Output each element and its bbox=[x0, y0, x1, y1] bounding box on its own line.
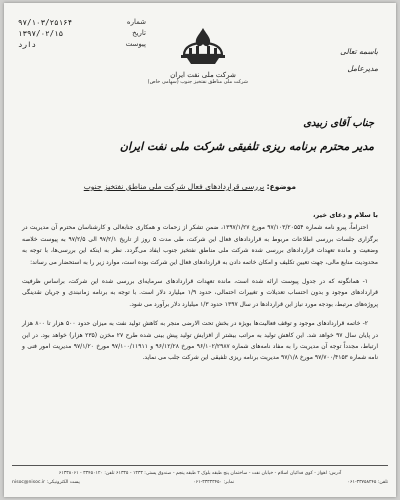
letter-meta bbox=[18, 17, 146, 50]
email-address: nisoc@nisoc.ir bbox=[12, 480, 46, 485]
attachment-value: دارد bbox=[18, 40, 37, 49]
company-logo bbox=[147, 25, 248, 85]
recipient-title: مدیر محترم برنامه ریزی تلفیقی شرکت ملی نفت ایران bbox=[119, 140, 374, 153]
subject-line bbox=[84, 181, 296, 193]
meta-label: تاریخ bbox=[132, 29, 146, 37]
meta-row-number bbox=[18, 17, 146, 28]
footer-divider bbox=[12, 465, 388, 466]
body-paragraph: ۲- خاتمه قراردادهای موجود و توقف فعالیت‌ها بویژه در بخش تحت الارضی منجر به کاهش تولید نفت به میزان حدود ۵۰۰ هزار تا ۸۰۰ هزار در پایان سال ۹۷ خواهد شد. این کاهش تولید به مراتب بیشتر از افزایش تولید پیش بینی شده طرح ۲۷ مخزن (۲۳۵ هزار) خواهد بود. در این ارتباط، مجدداً توجه آن مدیریت را به مفاد نامه‌های شماره ۹۶/۱۰۲/۲۹۸۷ مورخ ۹۶/۱۲/۲۸ و ۹۷/۱۰۰/۱۱۹۱۱ مورخ ۹۷/۱/۲۰ مدیریت امور فنی و نامه شماره ۹۷/۷۰۰/۴۱۵۳ مورخ ۹۷/۱/۸ مدیریت برنامه ریزی تلفیقی این شرکت جلب می نماید. bbox=[22, 320, 378, 362]
letter-sheet bbox=[4, 3, 396, 497]
body-paragraph: ۱- همانگونه که در جدول پیوست ارائه شده است، مانده تعهدات قراردادهای سرمایه‌ای بررسی شده این شرکت، براساس ظرفیت قراردادهای موجود و بدون احتساب تعدیلات و تغییرات احتمالی، حدود ۱/۹ میلیارد دلار است. با توجه به برنامه زمانبندی و جریان نقدینگی پروژه‌های مرتبط، بودجه مورد نیاز این قراردادها در سال ۱۳۹۷ حدود ۱/۳ میلیارد دلار برآورد می شود. bbox=[22, 278, 379, 308]
company-name: شرکت ملی نفت ایران bbox=[170, 71, 236, 79]
meta-row-attachment bbox=[18, 39, 146, 50]
letter-date: ۱۳۹۷/۰۲/۱۵ bbox=[18, 29, 64, 38]
bism-text: باسمه تعالی bbox=[340, 47, 378, 56]
nioc-emblem-icon bbox=[175, 25, 231, 67]
meta-label: شماره bbox=[126, 18, 146, 26]
letter-footer bbox=[12, 469, 388, 487]
tel-number: ۰۶۱-۳۳۷۵۸۲۴۵ bbox=[347, 480, 377, 485]
recipient-block bbox=[14, 115, 374, 157]
meta-label: پیوست bbox=[125, 40, 146, 48]
greeting: با سلام و دعای خیر، bbox=[312, 211, 378, 219]
subject-label: موضوع: bbox=[266, 182, 296, 191]
footer-tel: تلفن: ۰۶۱-۳۳۷۵۸۲۴۵ bbox=[347, 480, 388, 485]
letter-heading-right bbox=[340, 43, 378, 77]
footer-fax: نمابر: ۰۶۱-۳۳۳۳۳۴۵۰ bbox=[193, 480, 235, 485]
letter-number: ۹۷/۱۰۳/۲۵۱۶۴ bbox=[18, 18, 73, 27]
fax-number: ۰۶۱-۳۳۳۳۳۴۵۰ bbox=[193, 480, 222, 485]
company-subtitle: شرکت ملی مناطق نفتخیز جنوب (سهامی خاص) bbox=[147, 79, 248, 85]
footer-contacts bbox=[12, 478, 388, 487]
letter-body bbox=[22, 210, 378, 372]
footer-address: آدرس: اهواز - کوی فدائیان اسلام - خیابان نفت - ساختمان پنج طبقه بلوک ۲ طبقه پنجم - صندوق پستی: ۱۳۳۳ - ۶۱۳۳۵ تلفن: ۳۳۴۵۰۱۲۰ - ۶۱۳۳۸۰۶۱ bbox=[58, 471, 342, 476]
footer-email: پست الکترونیکی: nisoc@nisoc.ir bbox=[12, 480, 80, 485]
meta-row-date bbox=[18, 28, 146, 39]
sender-title: مدیرعامل bbox=[347, 64, 378, 73]
subject-text: بررسی قراردادهای فعال شرکت ملی مناطق نفتخیز جنوب bbox=[83, 182, 265, 191]
body-paragraph: احتراماً، پیرو نامه شماره ۹۷/۱۰۳/۲۰۵۵۴ مورخ ۱۳۹۷/۱/۲۷، ضمن تشکر از زحمات و همکاری جنابعالی و کارشناسان محترم آن مدیریت در برگزاری جلسات بررسی اطلاعات مربوط به قراردادهای فعال این شرکت، طی مدت ۵ روز از تاریخ ۹۷/۲/۱ الی ۹۷/۲/۵ به پیوست خلاصه وضعیت و مانده تعهدات قراردادهای بررسی شده شرکت ملی مناطق نفتخیز جنوب ایفاد می‌گردد. نظر به اینکه این بررسی‌ها، با توجه به محدودیت منابع مالی، جهت تعیین تکلیف و امکان خاتمه دادن به قراردادهای فعال این شرکت بوده است، موارد زیر را به استحضار می رساند: bbox=[22, 224, 378, 266]
recipient-name: جناب آقای زبیدی bbox=[303, 118, 374, 129]
